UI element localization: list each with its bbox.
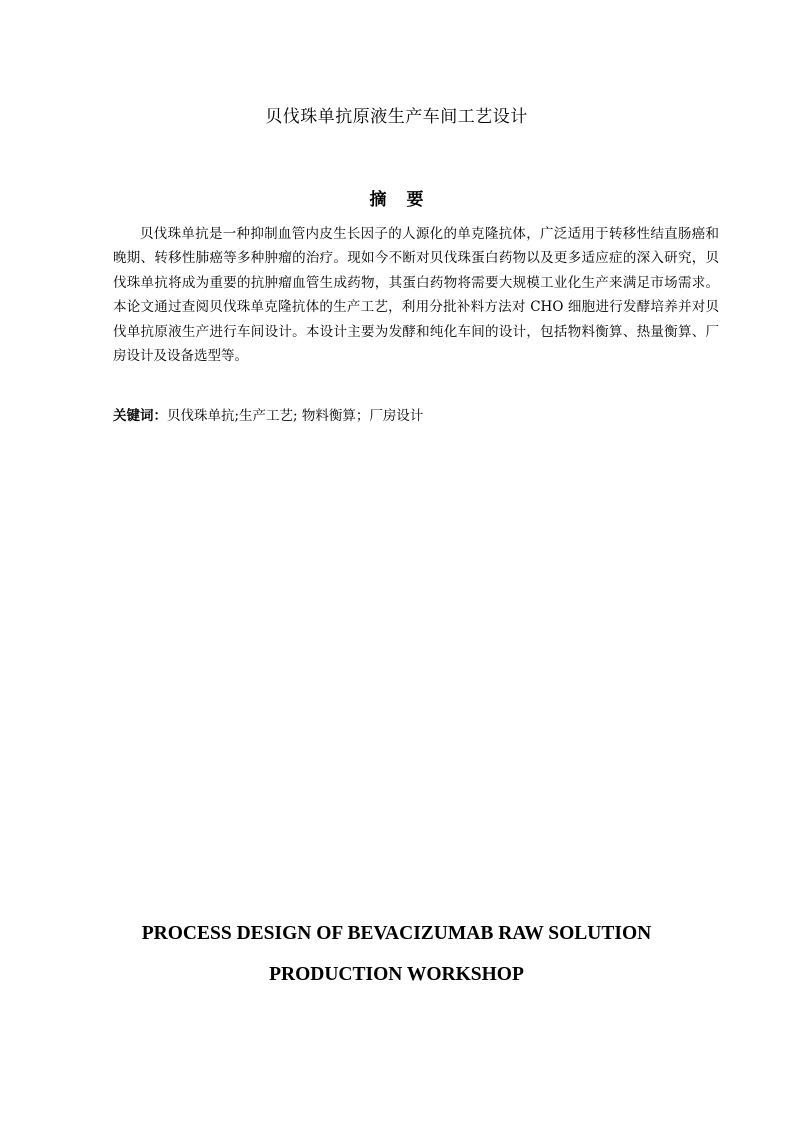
english-title-line-2: PRODUCTION WORKSHOP bbox=[269, 964, 524, 985]
keywords-label: 关键词： bbox=[113, 408, 167, 424]
keywords-line bbox=[113, 404, 423, 428]
abstract-heading: 摘要 bbox=[369, 190, 444, 210]
chinese-title: 贝伐珠单抗原液生产车间工艺设计 bbox=[265, 107, 528, 127]
english-title-line-1: PROCESS DESIGN OF BEVACIZUMAB RAW SOLUTION bbox=[141, 923, 652, 944]
abstract-body: 贝伐珠单抗是一种抑制血管内皮生长因子的人源化的单克隆抗体，广泛适用于转移性结直肠癌和晚期、转移性肺癌等多种肿瘤的治疗。现如今不断对贝伐珠蛋白药物以及更多适应症的深入研究，贝伐珠单抗将成为重要的抗肿瘤血管生成药物，其蛋白药物将需要大规模工业化生产来满足市场需求。本论文通过查阅贝伐珠单克隆抗体的生产工艺，利用分批补料方法对 CHO 细胞进行发酵培养并对贝伐单抗原液生产进行车间设计。本设计主要为发酵和纯化车间的设计，包括物料衡算、热量衡算、厂房设计及设备选型等。 bbox=[113, 226, 719, 365]
keywords-text: 贝伐珠单抗;生产工艺; 物料衡算；厂房设计 bbox=[167, 408, 424, 424]
